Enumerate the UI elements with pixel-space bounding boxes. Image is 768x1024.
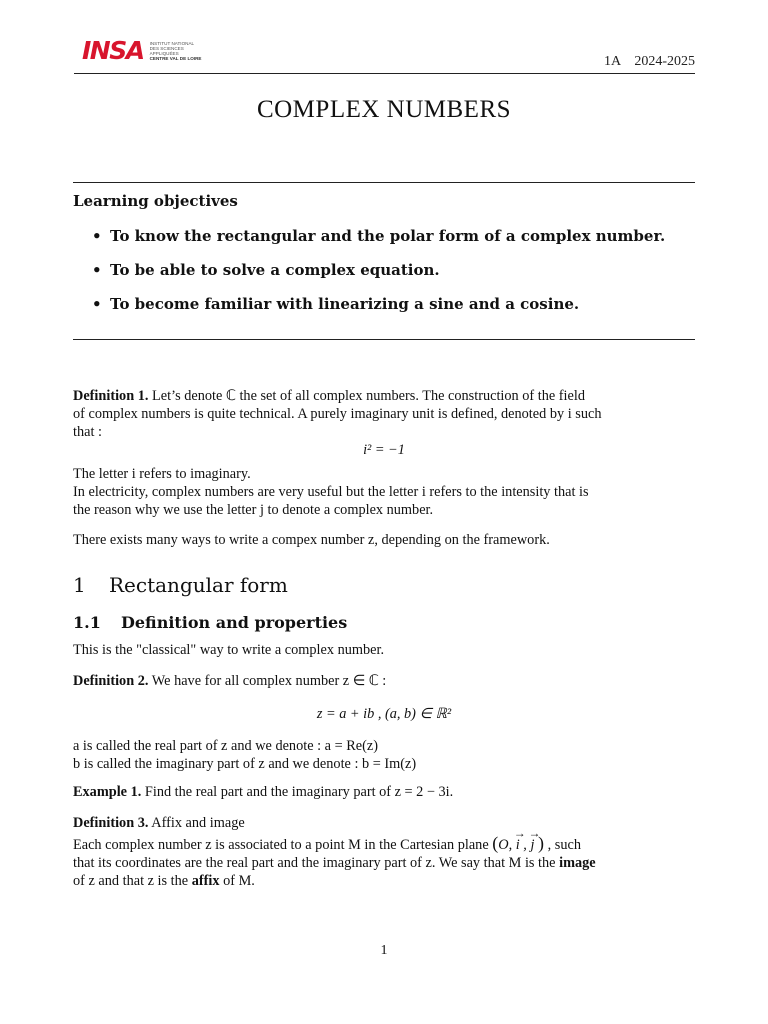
- logo-mark: INSA: [82, 36, 144, 65]
- bullet-icon: •: [92, 227, 102, 245]
- objective-item: • To become familiar with linearizing a sine and a cosine.: [92, 295, 580, 313]
- objectives-heading: Learning objectives: [73, 192, 238, 210]
- cartesian-plane-notation: (O, → i , → j ): [492, 837, 547, 853]
- subsection-intro: This is the "classical" way to write a complex number.: [73, 642, 385, 658]
- image-term: image: [559, 855, 596, 871]
- forms-intro: There exists many ways to write a compex number z, depending on the framework.: [73, 532, 550, 548]
- objectives-top-divider: [73, 182, 695, 183]
- affix-term: affix: [191, 873, 220, 889]
- bullet-icon: •: [92, 295, 102, 313]
- definition-1-notes: The letter i refers to imaginary. In electricity, complex numbers are very useful but the letter i refers to the intensity that is the reason why we use the letter j to denote a complex number.: [73, 466, 589, 518]
- vector-i-icon: → i: [516, 836, 520, 854]
- objective-item: • To be able to solve a complex equation.: [92, 261, 440, 279]
- equation-rectangular-form: z = a + ib , (a, b) ∈ ℝ²: [316, 706, 452, 722]
- page-header: [74, 36, 695, 74]
- objectives-list: [92, 226, 665, 328]
- objectives-bottom-divider: [73, 339, 695, 340]
- subsection-heading-definition: 1.1 Definition and properties: [73, 613, 348, 632]
- page-title: COMPLEX NUMBERS: [256, 96, 512, 123]
- definition-3: Definition 3. Affix and image Each complex number z is associated to a point M in the Cartesian plane (O, → i , → j ) , such that its coordinates are the real part and the imaginary part of z. We say that M is the image of z and that z is the affix of M.: [73, 814, 695, 890]
- example-1: Example 1. Find the real part and the imaginary part of z = 2 − 3i.: [73, 784, 454, 800]
- equation-i-squared: i² = −1: [363, 442, 405, 458]
- definition-label: Definition 1.: [73, 388, 149, 404]
- logo-institution-text: INSTITUT NATIONAL DES SCIENCES APPLIQUÉES CENTRE VAL DE LOIRE: [149, 40, 202, 62]
- definition-1: Definition 1. Let’s denote ℂ the set of all complex numbers. The construction of the field of complex numbers is quite technical. A purely imaginary unit is defined, denoted by i such that : i² = −1: [73, 387, 695, 459]
- vector-j-icon: → j: [530, 836, 534, 854]
- insa-logo: [82, 36, 210, 66]
- definition-2-parts: a is called the real part of z and we denote : a = Re(z) b is called the imaginary part of z and we denote : b = Im(z): [73, 738, 417, 772]
- page-number: 1: [380, 943, 388, 958]
- header-divider: [74, 73, 695, 74]
- section-heading-rectangular-form: 1 Rectangular form: [73, 573, 288, 597]
- header-year-info: 1A 2024-2025: [604, 54, 695, 69]
- definition-label: Definition 2.: [73, 673, 149, 689]
- bullet-icon: •: [92, 261, 102, 279]
- example-label: Example 1.: [73, 784, 142, 800]
- definition-label: Definition 3.: [73, 815, 149, 831]
- objective-item: • To know the rectangular and the polar form of a complex number.: [92, 227, 666, 245]
- definition-2: Definition 2. We have for all complex number z ∈ ℂ :: [73, 673, 387, 689]
